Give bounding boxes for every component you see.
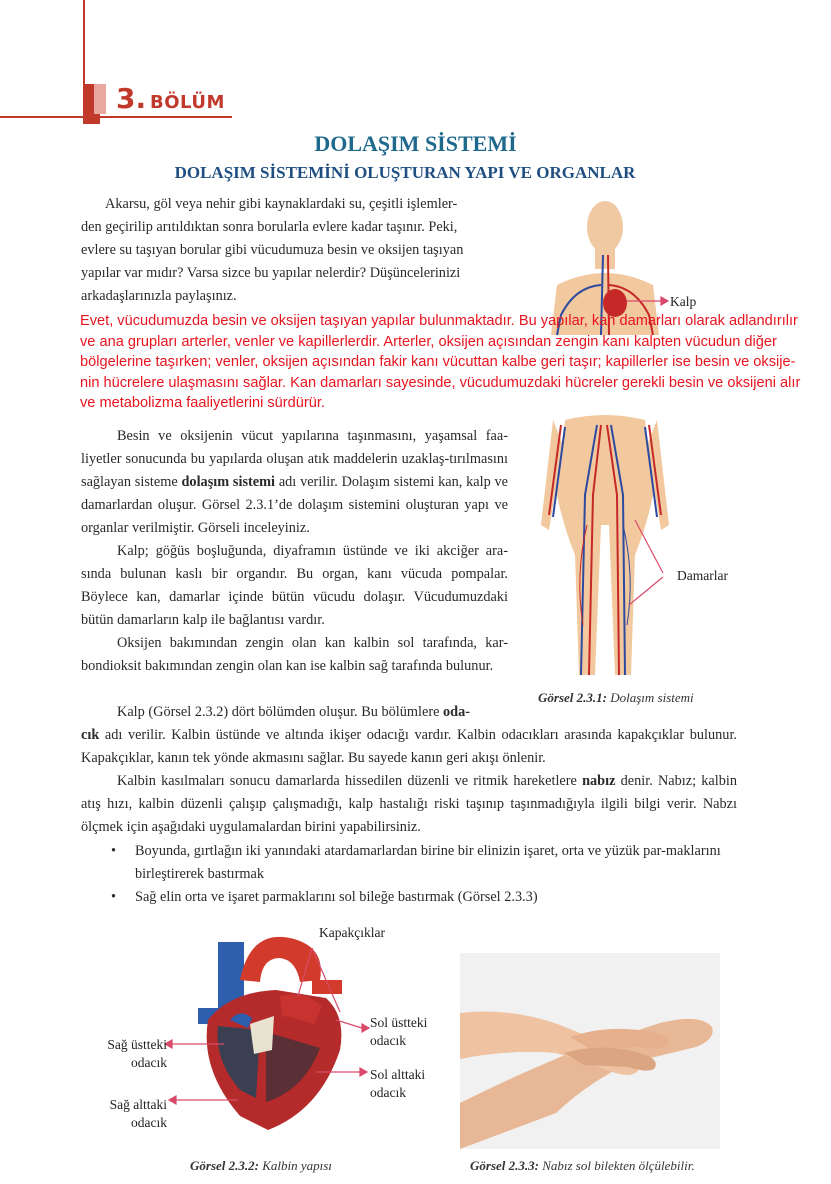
page-subtitle: DOLAŞIM SİSTEMİNİ OLUŞTURAN YAPI VE ORGANLAR — [174, 163, 636, 182]
label-valves: Kapakçıklar — [319, 925, 385, 940]
bullet-item — [111, 886, 737, 909]
label-right-upper-chamber — [103, 1036, 167, 1072]
label-left-lower-line2: odacık — [370, 1085, 406, 1100]
para5-text-b: denir. Nabız; kalbin atış hızı, kalbin düzenli çalışıp çalışmadığı, kalp hastalığı riski taşınıp taşınmadığıyla ilgili bilgi verir. Nabzı ölçmek için aşağıdaki uygulamalardan birini yapabilirsiniz. — [81, 773, 737, 835]
figure2-caption-number: Görsel 2.3.2: — [190, 1158, 259, 1173]
bullet-dot-icon: • — [111, 889, 117, 905]
para1-text-b: adı verilir. Dolaşım sistemi kan, kalp ve damarlardan oluşur. Görsel 2.3.1’de dolaşım sistemini oluşturan yapı ve organlar verilmiştir. Görseli inceleyiniz. — [81, 474, 508, 536]
page-title: DOLAŞIM SİSTEMİ — [314, 131, 517, 156]
para4-text-a: Kalp (Görsel 2.3.2) dört bölümden oluşur. Bu bölümlere — [117, 704, 444, 720]
paragraph-oxygen: Oksijen bakımından zengin olan kan kalbin sol tarafında, kar-bondioksit bakımından zengin olan kan ise kalbin sağ tarafında bulunur. — [81, 635, 508, 674]
circulatory-system-figure — [535, 195, 705, 690]
figure3-caption-text: Nabız sol bilekten ölçülebilir. — [538, 1158, 695, 1173]
bullet-text: Sağ elin orta ve işaret parmaklarını sol bileğe bastırmak (Görsel 2.3.3) — [135, 889, 538, 905]
term-pulse: nabız — [582, 773, 616, 789]
label-left-upper-line1: Sol üstteki — [370, 1015, 428, 1030]
label-right-lower-chamber — [103, 1096, 167, 1132]
intro-line: den geçirilip arıtıldıktan sonra borularla evlere kadar taşınır. Peki, — [81, 219, 458, 235]
label-left-upper-chamber — [370, 1014, 427, 1050]
paragraph-heart: Kalp; göğüs boşluğunda, diyaframın üstünde ve iki akciğer ara-sında bulunan kaslı bir organdır. Bu organ, kanı vücuda pompalar. Böylece kan, damarlar içinde bütün vücudu dolaşır. Vücudumuzdaki bütün damarların kalp ile bağlantısı vardır. — [81, 543, 508, 628]
para4-text-b: adı verilir. Kalbin üstünde ve altında ikişer odacığı vardır. Kalbin odacıkları arasında kapakçıklar bulunur. Kapakçıklar, kanın tek yönde akmasını sağlar. Bu sayede kanın geri akışı önlenir. — [81, 727, 737, 766]
pulse-measuring-photo — [460, 953, 720, 1149]
figure1-caption-text: Dolaşım sistemi — [606, 690, 694, 705]
bullet-item — [111, 840, 737, 886]
para1-text-a: Besin ve oksijenin vücut yapılarına taşınmasını, yaşamsal faa-liyetler sonucunda bu yapılarda oluşan atık maddelerin uzaklaş-tırılmasını sağlayan sisteme — [81, 428, 508, 490]
figure2-caption-text: Kalbin yapısı — [258, 1158, 332, 1173]
label-right-upper-line1: Sağ üstteki — [107, 1037, 167, 1052]
label-right-upper-line2: odacık — [131, 1055, 167, 1070]
answer-line: bölgelerine taşırken; venler, oksijen açısından fakir kanı vücuttan kalbe geri taşır; kapillerler ise besin ve oksije- — [80, 354, 796, 370]
label-vessels: Damarlar — [677, 568, 728, 583]
paragraph-chambers-line1 — [117, 701, 514, 724]
label-right-lower-line1: Sağ alttaki — [109, 1097, 167, 1112]
figure1-caption-number: Görsel 2.3.1: — [538, 690, 607, 705]
chapter-word: BÖLÜM — [150, 92, 225, 113]
student-answer — [80, 311, 815, 414]
header-rule-horizontal — [0, 116, 232, 118]
figure3-caption — [470, 1158, 695, 1174]
paragraph-chambers-rest — [81, 724, 737, 770]
label-right-lower-line2: odacık — [131, 1115, 167, 1130]
answer-line: ve ana grupları arterler, venler ve kapillerlerdir. Arterler, oksijen açısından zengin kanı kalpten vücudun diğer — [80, 333, 777, 350]
figure1-caption — [538, 690, 694, 706]
intro-line: Akarsu, göl veya nehir gibi kaynaklardaki su, çeşitli işlemler- — [105, 196, 458, 212]
label-left-lower-line1: Sol alttaki — [370, 1067, 426, 1082]
intro-line: arkadaşlarınızla paylaşınız. — [81, 288, 237, 304]
label-left-upper-line2: odacık — [370, 1033, 406, 1048]
chapter-number: 3. — [116, 82, 147, 115]
paragraph-circulatory-system — [81, 425, 508, 540]
term-chamber-b: cık — [81, 727, 100, 743]
label-heart: Kalp — [670, 294, 697, 309]
chapter-marker-shade — [94, 84, 106, 114]
bullet-dot-icon: • — [111, 843, 117, 859]
para5-text-a: Kalbin kasılmaları sonucu damarlarda hissedilen düzenli ve ritmik hareketlere — [117, 773, 583, 789]
figure3-caption-number: Görsel 2.3.3: — [470, 1158, 539, 1173]
term-circulatory-system: dolaşım sistemi — [181, 474, 276, 490]
bullet-text: Boyunda, gırtlağın iki yanındaki atardamarlardan birine bir elinizin işaret, orta ve yüzük par-maklarını birleştirerek bastırmak — [135, 843, 721, 882]
label-left-lower-chamber — [370, 1066, 425, 1102]
figure2-caption — [190, 1158, 332, 1174]
answer-line: Evet, vücudumuzda besin ve oksijen taşıyan yapılar bulunmaktadır. Bu yapılar, kan damarları olarak adlandırılır — [80, 313, 798, 329]
intro-line: yapılar var mıdır? Varsa sizce bu yapılar nelerdir? Düşüncelerinizi — [81, 265, 461, 281]
answer-line: nin hücrelere ulaşmasını sağlar. Kan damarları sayesinde, vücudumuzdaki hücreler gerekli besin ve oksijeni alır — [80, 374, 801, 391]
intro-line: evlere su taşıyan borular gibi vücudumuza besin ve oksijen taşıyan — [81, 242, 464, 258]
answer-line: ve metabolizma faaliyetlerini sürdürür. — [80, 395, 325, 411]
term-chamber-a: oda- — [443, 704, 471, 720]
paragraph-pulse — [81, 770, 737, 839]
